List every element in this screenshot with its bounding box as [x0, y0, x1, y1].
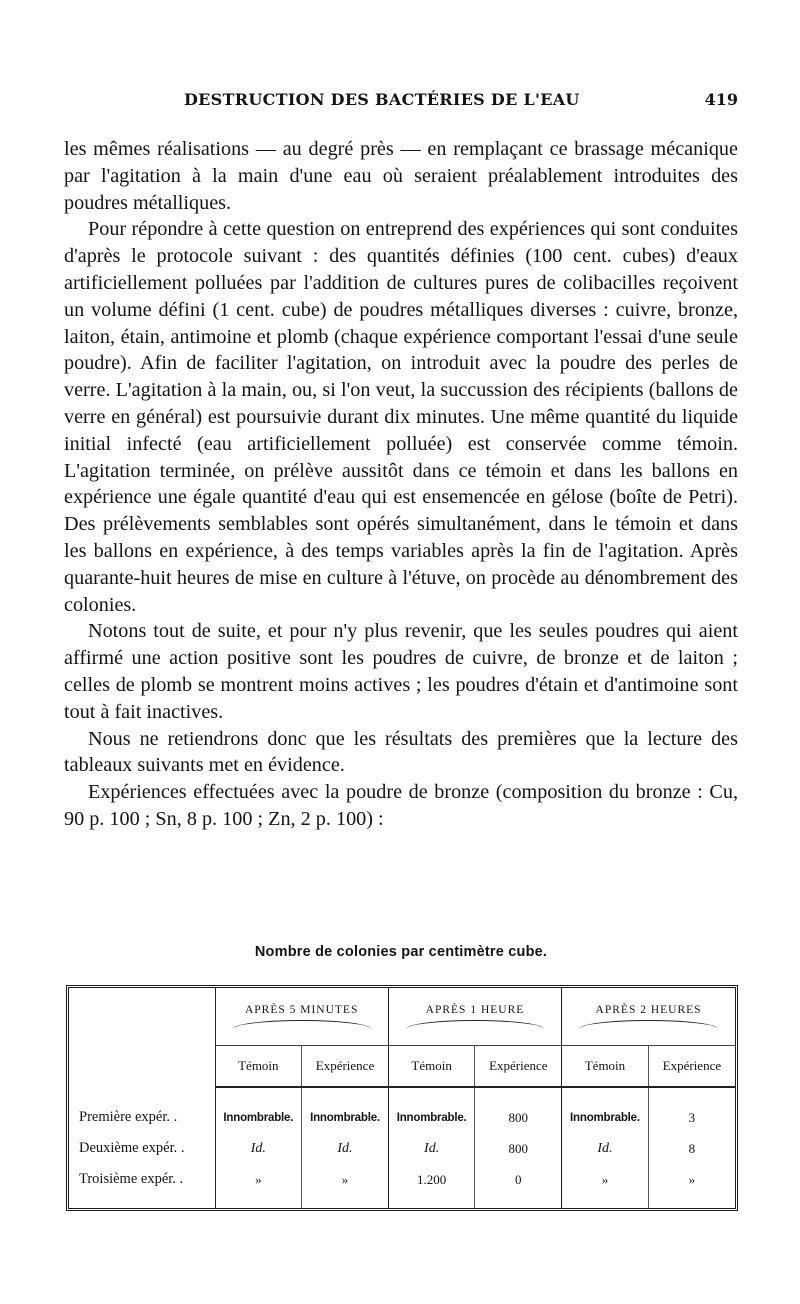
table-cell: Id. — [215, 1134, 302, 1164]
group-header-2-heures — [562, 988, 735, 1045]
table-cell: 1.200 — [388, 1163, 475, 1208]
row-label: Deuxième expér. . — [79, 1140, 185, 1157]
table-row — [69, 1163, 735, 1208]
paragraph-4: Nous ne retiendrons donc que les résultats des premières que la lecture des tableaux suivants met en évidence. — [64, 727, 738, 777]
paragraph-3: Notons tout de suite, et pour n'y plus revenir, que les seules poudres qui aient affirmé une action positive sont les poudres de cuivre, de bronze et de laiton ; celles de plomb se montrent moins actives ; les poudres d'étain et d'antimoine sont tout à fait inactives. — [64, 620, 738, 723]
body-text — [64, 136, 738, 833]
brace-line — [233, 1020, 371, 1029]
results-table-frame — [66, 985, 738, 1211]
group-header-5-minutes — [215, 988, 388, 1045]
group-header-1-heure — [388, 988, 561, 1045]
table-cell: » — [215, 1163, 302, 1208]
table-cell: Innombrable. — [388, 1087, 475, 1134]
table-cell: Id. — [302, 1134, 389, 1164]
group-header-label: APRÈS 1 HEURE — [425, 1003, 525, 1016]
table-caption: Nombre de colonies par centimètre cube. — [254, 944, 548, 960]
brace-line — [579, 1020, 717, 1029]
row-label: Troisième expér. . — [79, 1171, 184, 1188]
group-header-label: APRÈS 2 HEURES — [595, 1003, 702, 1016]
table-cell: » — [648, 1163, 735, 1208]
paragraph-5: Expériences effectuées avec la poudre de bronze (composition du bronze : Cu, 90 p. 100 ; Sn, 8 p. 100 ; Zn, 2 p. 100) : — [64, 781, 738, 830]
table-corner-cell — [69, 988, 215, 1087]
table-cell: Innombrable. — [215, 1087, 302, 1134]
running-title: DESTRUCTION DES BACTÉRIES DE L'EAU — [184, 90, 580, 109]
group-header-label: APRÈS 5 MINUTES — [244, 1003, 359, 1016]
subheader-temoin: Témoin — [388, 1045, 475, 1086]
subheader-temoin: Témoin — [562, 1045, 649, 1086]
subheader-experience: Expérience — [302, 1045, 389, 1086]
paragraph-2: Pour répondre à cette question on entreprend des expériences qui sont conduites d'après le protocole suivant : des quantités définies (100 cent. cubes) d'eaux artificiellement polluées par l'addition de cultures pures de colibacilles reçoivent un volume défini (1 cent. cube) de poudres métalliques diverses : cuivre, bronze, laiton, étain, antimoine et plomb (chaque expérience comportant l'essai d'une seule poudre). Afin de faciliter l'agitation, on introduit avec la poudre des perles de verre. L'agitation à la main, ou, si l'on veut, la succussion des récipients (ballons de verre en général) est poursuivie durant dix minutes. Une même quantité du liquide initial infecté (eau artificiellement polluée) est conservée comme témoin. L'agitation terminée, on prélève aussitôt dans ce témoin et dans les ballons en expérience une égale quantité d'eau qui est ensemencée en gélose (boîte de Petri). Des prélèvements semblables sont opérés simultanément, dans le témoin et dans les ballons en expérience, à des temps variables après la fin de l'agitation. Après quarante-huit heures de mise en culture à l'étuve, on procède au dénombrement des colonies. — [64, 218, 738, 616]
table-cell: 8 — [648, 1134, 735, 1164]
table-cell: Innombrable. — [302, 1087, 389, 1134]
table-cell: 800 — [475, 1134, 562, 1164]
table-cell: Id. — [562, 1134, 649, 1164]
running-head — [64, 90, 738, 114]
subheader-temoin: Témoin — [215, 1045, 302, 1086]
subheader-experience: Expérience — [648, 1045, 735, 1086]
results-table — [69, 988, 735, 1208]
table-cell: 800 — [475, 1087, 562, 1134]
table-cell: 0 — [475, 1163, 562, 1208]
table-cell: Id. — [388, 1134, 475, 1164]
row-label: Première expér. . — [79, 1108, 178, 1125]
table-row — [69, 1087, 735, 1134]
table-cell: » — [302, 1163, 389, 1208]
table-cell: Innombrable. — [562, 1087, 649, 1134]
table-row — [69, 1134, 735, 1164]
table-cell: 3 — [648, 1087, 735, 1134]
paragraph-1: les mêmes réalisations — au degré près — en remplaçant ce brassage mécanique par l'agitation à la main d'une eau où seraient préalablement introduites des poudres métalliques. — [64, 138, 738, 214]
subheader-experience: Expérience — [475, 1045, 562, 1086]
page-number: 419 — [704, 90, 738, 109]
group-header-row — [69, 988, 735, 1045]
brace-line — [406, 1020, 544, 1029]
table-cell: » — [562, 1163, 649, 1208]
